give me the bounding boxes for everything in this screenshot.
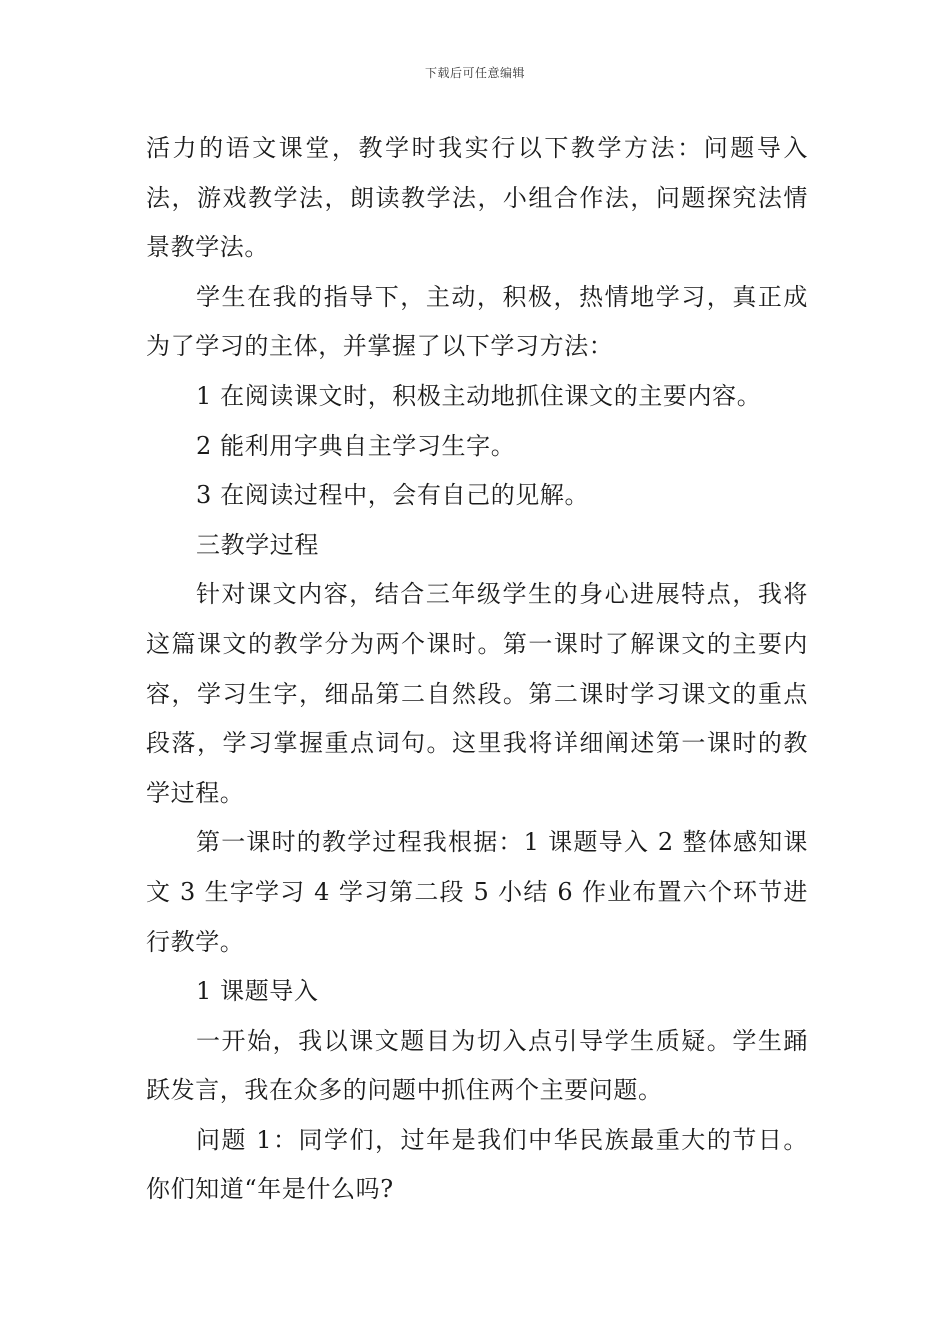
document-body [146, 124, 808, 1215]
list-item-method-2: 2 能利用字典自主学习生字。 [196, 431, 516, 460]
list-item-method-3: 3 在阅读过程中，会有自己的见解。 [196, 481, 590, 510]
list-item-method-1: 1 在阅读课文时，积极主动地抓住课文的主要内容。 [196, 381, 762, 410]
paragraph-intro-questions: 一开始，我以课文题目为切入点引导学生质疑。学生踊跃发言，我在众多的问题中抓住两个主要问题。 [146, 1026, 808, 1105]
paragraph-lesson-plan: 针对课文内容，结合三年级学生的身心进展特点，我将这篇课文的教学分为两个课时。第一课时了解课文的主要内容，学习生字，细品第二自然段。第二课时学习课文的重点段落，学习掌握重点词句。这里我将详细阐述第一课时的教学过程。 [146, 580, 808, 807]
paragraph-student-learning: 学生在我的指导下，主动，积极，热情地学习，真正成为了学习的主体，并掌握了以下学习方法： [146, 282, 808, 361]
paragraph-teaching-methods: 活力的语文课堂，教学时我实行以下教学方法：问题导入法，游戏教学法，朗读教学法，小组合作法，问题探究法情景教学法。 [146, 134, 808, 262]
subheading-topic-intro: 1 课题导入 [196, 977, 319, 1006]
paragraph-first-lesson-steps: 第一课时的教学过程我根据：1 课题导入 2 整体感知课文 3 生字学习 4 学习第二段 5 小结 6 作业布置六个环节进行教学。 [146, 828, 808, 956]
paragraph-question-1: 问题 1：同学们，过年是我们中华民族最重大的节日。你们知道“年是什么吗? [146, 1125, 808, 1204]
section-heading-teaching-process: 三教学过程 [196, 530, 319, 559]
page-header: 下载后可任意编辑 [424, 66, 525, 80]
